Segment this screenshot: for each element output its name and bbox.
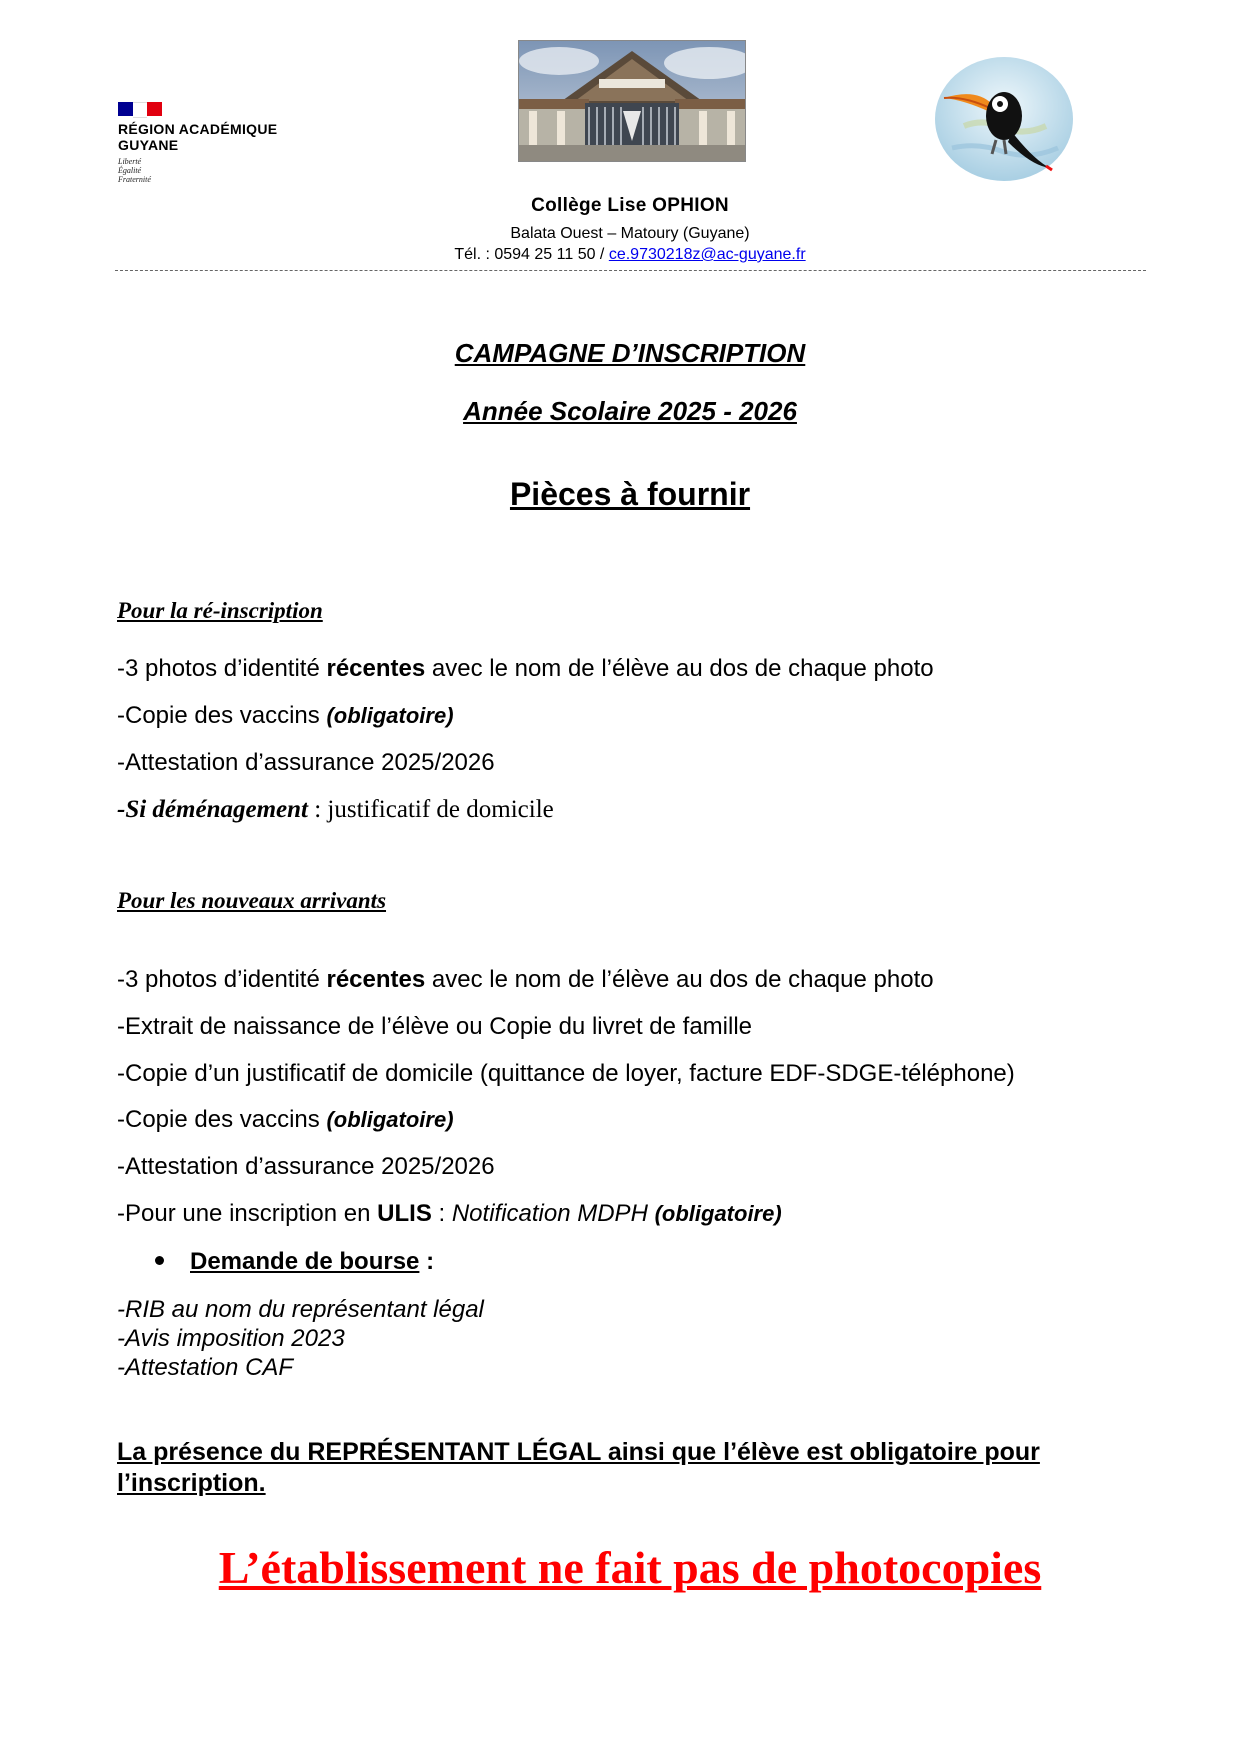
new-arrivals-vaccines-item xyxy=(117,1106,454,1134)
school-email-link[interactable]: ce.9730218z@ac-guyane.fr xyxy=(608,246,806,263)
new-arrivals-insurance-item: -Attestation d’assurance 2025/2026 xyxy=(117,1153,495,1180)
new-arrivals-photos-text-a: -3 photos d’identité xyxy=(117,966,327,993)
motto-fraternite: Fraternité xyxy=(118,175,151,184)
scholarship-item-tax: -Avis imposition 2023 xyxy=(117,1325,345,1352)
reinscription-moving-dash: - xyxy=(117,796,126,823)
bullet-icon xyxy=(155,1256,164,1265)
reinscription-vaccines-text: -Copie des vaccins xyxy=(117,702,327,729)
new-arrivals-domicile-item: -Copie d’un justificatif de domicile (quittance de loyer, facture EDF-SDGE-téléphone) xyxy=(117,1060,1015,1087)
scholarship-item-rib: -RIB au nom du représentant légal xyxy=(117,1296,484,1323)
no-photocopies-notice: L’établissement ne fait pas de photocopies xyxy=(218,1542,1042,1593)
scholarship-colon: : xyxy=(419,1248,435,1275)
school-name: Collège Lise OPHION xyxy=(531,195,729,216)
new-arrivals-photos-recent: récentes xyxy=(326,966,426,993)
new-arrivals-photos-item xyxy=(117,966,934,994)
ulis-text-a: -Pour une inscription en xyxy=(117,1200,378,1227)
ulis-notification: Notification MDPH xyxy=(451,1200,655,1227)
reinscription-heading: Pour la ré-inscription xyxy=(117,598,323,623)
documents-title: Pièces à fournir xyxy=(509,476,751,512)
reinscription-vaccines-item xyxy=(117,702,454,730)
toucan-icon xyxy=(934,56,1074,182)
school-address: Balata Ouest – Matoury (Guyane) xyxy=(510,225,750,242)
reinscription-photos-text-c: avec le nom de l’élève au dos de chaque photo xyxy=(425,655,934,682)
region-logo-line1: RÉGION ACADÉMIQUE xyxy=(118,121,278,137)
reinscription-moving-lead: Si déménagement xyxy=(125,796,308,823)
scholarship-item-caf: -Attestation CAF xyxy=(117,1354,294,1381)
motto-egalite: Égalité xyxy=(118,166,142,175)
new-arrivals-heading: Pour les nouveaux arrivants xyxy=(117,888,387,913)
school-building-photo xyxy=(518,40,746,162)
campaign-title: CAMPAGNE D’INSCRIPTION xyxy=(454,338,806,368)
ulis-mandatory: (obligatoire) xyxy=(654,1201,782,1226)
reinscription-vaccines-mandatory: (obligatoire) xyxy=(326,703,454,728)
reinscription-photos-item xyxy=(117,655,934,683)
school-building-illustration xyxy=(519,41,745,161)
reinscription-photos-recent: récentes xyxy=(326,655,426,682)
header-divider xyxy=(115,270,1146,271)
school-contact xyxy=(0,246,1240,264)
scholarship-label: Demande de bourse xyxy=(190,1248,420,1275)
ulis-label: ULIS xyxy=(377,1200,432,1227)
new-arrivals-vaccines-mandatory: (obligatoire) xyxy=(326,1107,454,1132)
region-academique-logo xyxy=(118,102,318,192)
reinscription-insurance-item: -Attestation d’assurance 2025/2026 xyxy=(117,749,495,776)
school-phone: Tél. : 0594 25 11 50 / xyxy=(454,246,609,263)
reinscription-moving-rest: : justificatif de domicile xyxy=(307,796,554,823)
legal-representative-notice: La présence du REPRÉSENTANT LÉGAL ainsi que l’élève est obligatoire pour l’inscription. xyxy=(117,1438,1040,1497)
new-arrivals-photos-text-c: avec le nom de l’élève au dos de chaque photo xyxy=(425,966,934,993)
ulis-text-c: : xyxy=(431,1200,452,1227)
reinscription-moving-item xyxy=(117,796,554,824)
reinscription-photos-text-a: -3 photos d’identité xyxy=(117,655,327,682)
french-flag-icon xyxy=(118,102,162,116)
region-logo-line2: GUYANE xyxy=(118,137,179,153)
scholarship-heading xyxy=(155,1248,434,1276)
motto-liberte: Liberté xyxy=(118,157,142,166)
new-arrivals-vaccines-text: -Copie des vaccins xyxy=(117,1106,327,1133)
new-arrivals-birth-item: -Extrait de naissance de l’élève ou Copie du livret de famille xyxy=(117,1013,753,1040)
new-arrivals-ulis-item xyxy=(117,1200,782,1228)
school-year-title: Année Scolaire 2025 - 2026 xyxy=(463,396,797,426)
